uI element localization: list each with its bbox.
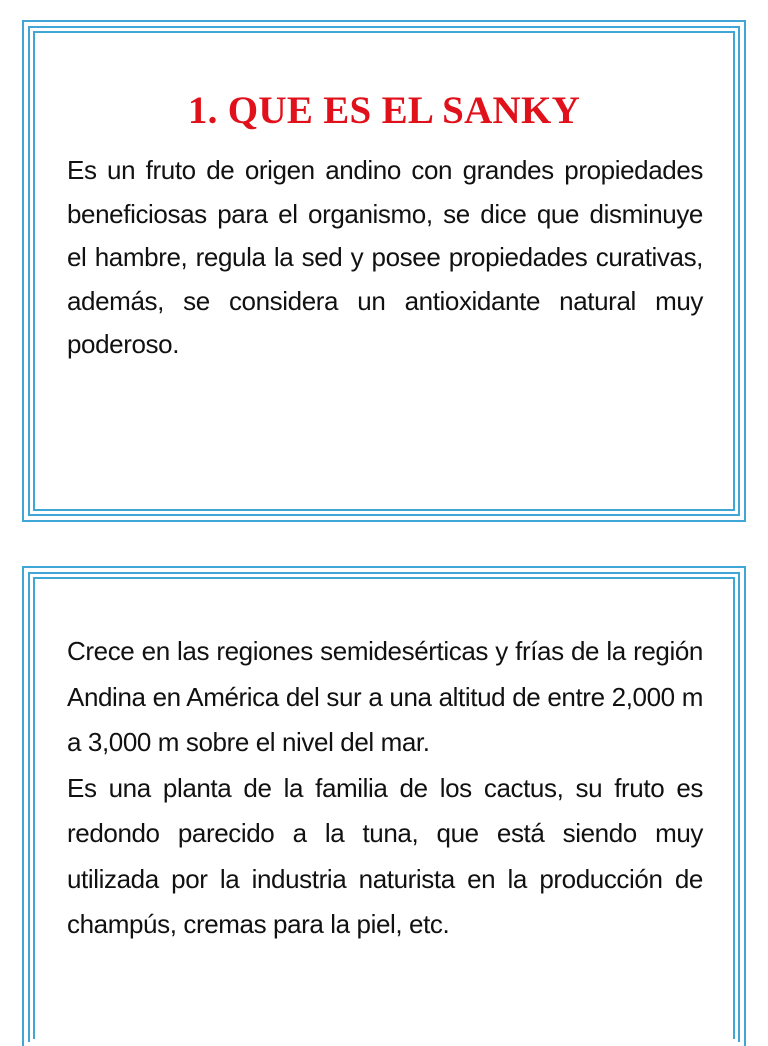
- card-content: [33, 577, 735, 1039]
- card-content: [33, 31, 735, 511]
- card-border-inner: [28, 26, 740, 516]
- card-text-block: [67, 629, 703, 948]
- card-title: 1. QUE ES EL SANKY: [187, 89, 581, 132]
- card-paragraph-description: Es una planta de la familia de los cactus, su fruto es redondo parecido a la tuna, que está siendo muy utilizada por la industria naturista en la producción de champús, cremas para la piel, etc.: [67, 772, 703, 939]
- card-paragraph-habitat: Crece en las regiones semidesérticas y frías de la región Andina en América del sur a una altitud de entre 2,000 m a 3,000 m sobre el nivel del mar.: [67, 636, 703, 757]
- info-card-1: [22, 20, 746, 522]
- card-border-inner: [28, 572, 740, 1042]
- info-card-2: [22, 566, 746, 1046]
- card-paragraph: Es un fruto de origen andino con grandes propiedades beneficiosas para el organismo, se dice que disminuye el hambre, regula la sed y posee propiedades curativas, además, se considera un antioxidante natural muy poderoso.: [67, 155, 703, 359]
